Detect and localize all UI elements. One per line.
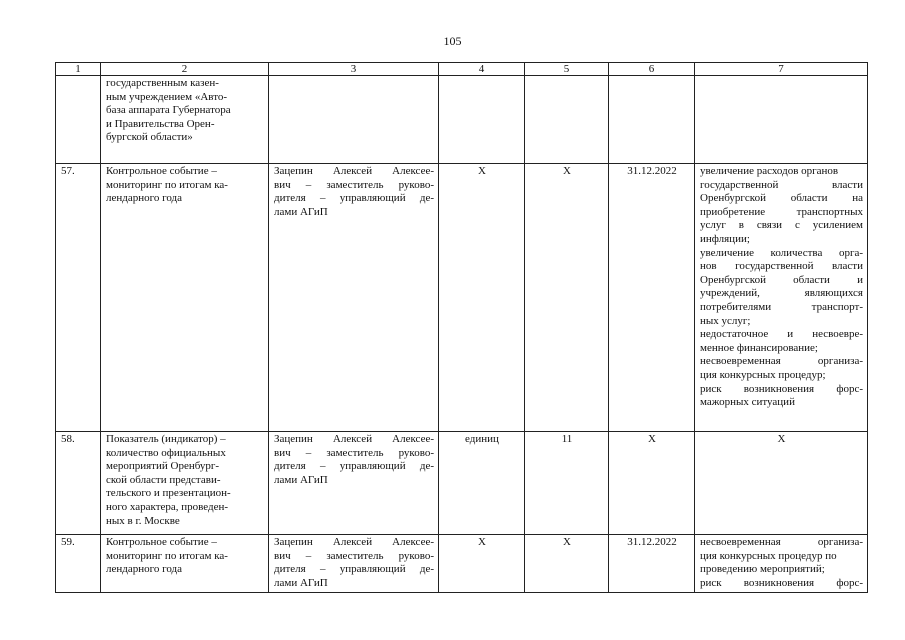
responsible-line: лами АГиП <box>274 205 328 218</box>
risks-cell <box>695 76 868 164</box>
column-header: 2 <box>101 63 269 76</box>
event-name-line: база аппарата Губернатора <box>106 104 231 117</box>
event-name-line: ской области представи- <box>106 473 221 486</box>
value-cell: Х <box>525 535 609 593</box>
risk-line: учреждений, являющихся <box>700 287 863 300</box>
responsible-cell <box>269 432 439 535</box>
value-cell: Х <box>525 164 609 432</box>
column-header-row <box>56 63 868 76</box>
date-cell: 31.12.2022 <box>609 164 695 432</box>
risk-line: риск возникновения форс- <box>700 576 863 589</box>
table-row <box>56 164 868 432</box>
responsible-line: вич – заместитель руково- <box>274 178 434 191</box>
responsible-cell <box>269 535 439 593</box>
event-name-line: мониторинг по итогам ка- <box>106 549 228 562</box>
column-header: 6 <box>609 63 695 76</box>
row-number: 59. <box>56 535 101 593</box>
date-cell <box>609 76 695 164</box>
unit-cell: единиц <box>439 432 525 535</box>
row-number: 57. <box>56 164 101 432</box>
event-name-cell <box>101 76 269 164</box>
risk-line: увеличение количества орга- <box>700 246 863 259</box>
risk-line: услуг в связи с усилением <box>700 219 863 232</box>
plan-table <box>55 62 868 593</box>
responsible-line: дителя – управляющий де- <box>274 460 434 473</box>
risk-line: недостаточное и несвоевре- <box>700 328 863 341</box>
risk-line: Оренбургской области на <box>700 192 863 205</box>
responsible-cell <box>269 76 439 164</box>
event-name-line: и Правительства Орен- <box>106 117 215 130</box>
event-name-line: ным учреждением «Авто- <box>106 90 228 103</box>
event-name-line: мероприятий Оренбург- <box>106 460 220 473</box>
responsible-line: вич – заместитель руково- <box>274 549 434 562</box>
column-header: 3 <box>269 63 439 76</box>
responsible-line: Зацепин Алексей Алексее- <box>274 433 434 445</box>
event-name-line: Показатель (индикатор) – <box>106 433 226 445</box>
column-header: 7 <box>695 63 868 76</box>
risk-line: мажорных ситуаций <box>700 396 795 409</box>
event-name-line: государственным казен- <box>106 77 219 89</box>
event-name-cell <box>101 164 269 432</box>
risk-line: ция конкурсных процедур по <box>700 549 837 562</box>
unit-cell: Х <box>439 535 525 593</box>
event-name-line: тельского и презентацион- <box>106 487 231 500</box>
page-number: 105 <box>443 34 462 48</box>
responsible-line: лами АГиП <box>274 473 328 486</box>
table-row <box>56 535 868 593</box>
risk-line: менное финансирование; <box>700 341 818 354</box>
row-number: 58. <box>56 432 101 535</box>
date-cell: 31.12.2022 <box>609 535 695 593</box>
risk-line: несвоевременная организа- <box>700 536 863 548</box>
event-name-cell <box>101 535 269 593</box>
event-name-line: бургской области» <box>106 131 193 144</box>
row-number <box>56 76 101 164</box>
risk-line: несвоевременная организа- <box>700 355 863 368</box>
column-header: 5 <box>525 63 609 76</box>
risk-line: государственной власти <box>700 178 863 191</box>
responsible-line: дителя – управляющий де- <box>274 192 434 205</box>
column-header: 4 <box>439 63 525 76</box>
date-cell: Х <box>609 432 695 535</box>
event-name-line: ного характера, проведен- <box>106 500 229 513</box>
column-header: 1 <box>56 63 101 76</box>
responsible-line: Зацепин Алексей Алексее- <box>274 165 434 177</box>
risks-cell <box>695 535 868 593</box>
risk-line: потребителями транспорт- <box>700 300 863 313</box>
responsible-line: дителя – управляющий де- <box>274 563 434 576</box>
value-cell: 11 <box>525 432 609 535</box>
event-name-line: ных в г. Москве <box>106 514 180 527</box>
unit-cell: Х <box>439 164 525 432</box>
risk-line: ных услуг; <box>700 314 751 327</box>
responsible-line: Зацепин Алексей Алексее- <box>274 536 434 548</box>
event-name-line: Контрольное событие – <box>106 165 217 177</box>
event-name-cell <box>101 432 269 535</box>
unit-cell <box>439 76 525 164</box>
risk-line: инфляции; <box>700 232 750 245</box>
responsible-line: лами АГиП <box>274 576 328 589</box>
responsible-line: вич – заместитель руково- <box>274 446 434 459</box>
risk-line: ция конкурсных процедур; <box>700 368 826 381</box>
risk-line: приобретение транспортных <box>700 205 863 218</box>
table-row <box>56 432 868 535</box>
event-name-line: мониторинг по итогам ка- <box>106 178 228 191</box>
risk-line: Оренбургской области и <box>700 273 863 286</box>
risks-cell <box>695 164 868 432</box>
risk-line: проведению мероприятий; <box>700 563 825 576</box>
risks-cell: Х <box>695 432 868 535</box>
responsible-cell <box>269 164 439 432</box>
table-row <box>56 76 868 164</box>
value-cell <box>525 76 609 164</box>
event-name-line: лендарного года <box>106 192 183 205</box>
risk-line: риск возникновения форс- <box>700 382 863 395</box>
risk-line: нов государственной власти <box>700 260 863 273</box>
event-name-line: лендарного года <box>106 563 183 576</box>
event-name-line: количество официальных <box>106 446 226 459</box>
event-name-line: Контрольное событие – <box>106 536 217 548</box>
risk-line: увеличение расходов органов <box>700 165 839 177</box>
